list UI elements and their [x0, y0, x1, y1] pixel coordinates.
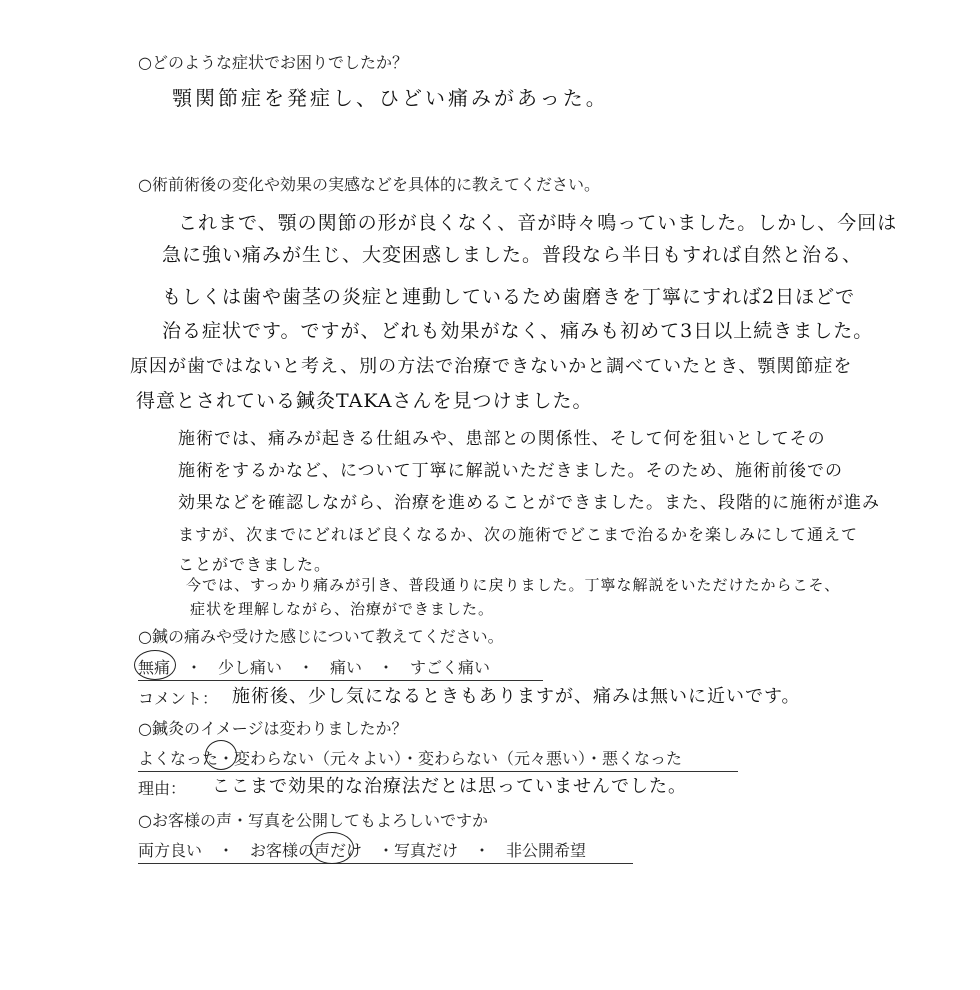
answer-line: 今では、すっかり痛みが引き、普段通りに戻りました。丁寧な解説をいただけたからこそ、	[186, 576, 841, 594]
selected-option-circle	[205, 740, 237, 770]
answer-line: 原因が歯ではないと考え、別の方法で治療できないかと調べていたとき、顎関節症を	[130, 356, 853, 377]
answer-line: 得意とされている鍼灸TAKAさんを見つけました。	[136, 390, 593, 412]
selected-option-circle	[134, 650, 176, 680]
answer-line: 治る症状です。ですが、どれも効果がなく、痛みも初めて3日以上続きました。	[162, 320, 874, 342]
answer-line: 効果などを確認しながら、治療を進めることができました。また、段階的に施術が進み	[178, 493, 880, 513]
answer-symptoms: 顎関節症を発症し、ひどい痛みがあった。	[172, 86, 609, 110]
answer-line: 急に強い痛みが生じ、大変困惑しました。普段なら半日もすれば自然と治る、	[162, 244, 863, 266]
question-publish: ○お客様の声・写真を公開してもよろしいですか	[138, 811, 488, 830]
publish-options: 両方良い ・ お客様の声だけ ・写真だけ ・ 非公開希望	[138, 838, 633, 864]
comment-text: 施術後、少し気になるときもありますが、痛みは無いに近いです。	[232, 686, 801, 707]
reason-text: ここまで効果的な治療法だとは思っていませんでした。	[212, 776, 687, 797]
comment-label: コメント：	[138, 689, 219, 708]
answer-line: これまで、顎の関節の形が良くなく、音が時々鳴っていました。しかし、今回は	[178, 212, 898, 234]
answer-line: 症状を理解しながら、治療ができました。	[190, 600, 495, 618]
image-change-options: よくなった・変わらない（元々よい）・変わらない（元々悪い）・悪くなった	[138, 746, 738, 772]
selected-option-circle	[310, 832, 354, 864]
answer-line: 施術では、痛みが起きる仕組みや、患部との関係性、そして何を狙いとしてその	[178, 429, 826, 449]
reason-label: 理由：	[138, 779, 187, 798]
answer-line: ことができました。	[178, 555, 332, 574]
answer-line: もしくは歯や歯茎の炎症と連動しているため歯磨きを丁寧にすれば2日ほどで	[162, 286, 856, 308]
question-image-change: ○鍼灸のイメージは変わりましたか？	[138, 719, 408, 738]
answer-line: 施術をするかなど、について丁寧に解説いただきました。そのため、施術前後での	[178, 461, 843, 481]
answer-line: ますが、次までにどれほど良くなるか、次の施術でどこまで治るかを楽しみにして通えて	[178, 525, 859, 544]
question-symptoms: ○どのような症状でお困りでしたか？	[138, 53, 408, 72]
needle-pain-options: 無痛 ・ 少し痛い ・ 痛い ・ すごく痛い	[138, 655, 543, 681]
question-changes: ○術前術後の変化や効果の実感などを具体的に教えてください。	[138, 175, 600, 194]
question-needle-feeling: ○鍼の痛みや受けた感じについて教えてください。	[138, 627, 504, 646]
